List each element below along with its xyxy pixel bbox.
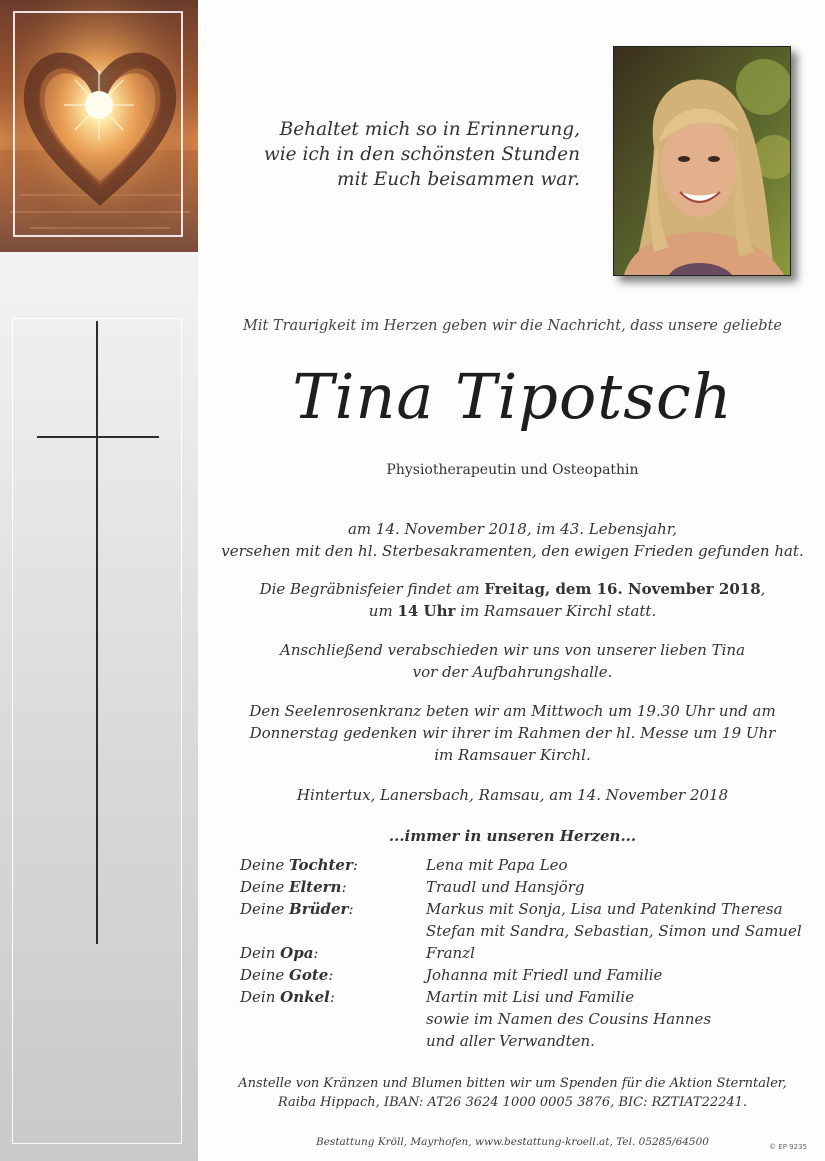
cross-horizontal — [37, 436, 159, 438]
farewell-line: vor der Aufbahrungshalle. — [412, 663, 613, 681]
portrait-woman-icon — [614, 47, 790, 275]
death-line: versehen mit den hl. Sterbesakramenten, den ewigen Frieden gefunden hat. — [221, 542, 804, 560]
deceased-name: Tina Tipotsch — [292, 360, 733, 433]
mourner-row — [240, 1008, 800, 1030]
funeral-prefix: Die Begräbnisfeier findet am — [259, 580, 485, 598]
mourner-names: Franzl — [426, 944, 475, 962]
death-notice — [200, 518, 825, 562]
rosary-line: Donnerstag gedenken wir ihrer im Rahmen der hl. Messe um 19 Uhr — [249, 724, 776, 742]
mourner-row — [240, 942, 800, 964]
funeral-um: um — [368, 602, 398, 620]
mourner-row — [240, 854, 800, 876]
donation-notice — [200, 1074, 825, 1112]
rosary-line: im Ramsauer Kirchl. — [434, 746, 591, 764]
mourner-row — [240, 1030, 800, 1052]
heart-image-frame — [13, 11, 183, 237]
rosary-notice — [200, 700, 825, 766]
mourner-row — [240, 964, 800, 986]
mourner-names: Johanna mit Friedl und Familie — [426, 966, 663, 984]
print-code: © EP 9235 — [769, 1143, 807, 1151]
funeral-line-2 — [200, 600, 825, 622]
mourner-label: Dein Onkel: — [240, 988, 335, 1006]
cross-vertical — [96, 321, 98, 944]
place-date: Hintertux, Lanersbach, Ramsau, am 14. November 2018 — [296, 786, 729, 804]
farewell-notice — [200, 639, 825, 683]
mourner-row — [240, 898, 800, 920]
mourner-names: Markus mit Sonja, Lisa und Patenkind Theresa — [426, 900, 783, 918]
mourner-names: Stefan mit Sandra, Sebastian, Simon und Samuel — [426, 922, 802, 940]
mourner-names: Martin mit Lisi und Familie — [426, 988, 635, 1006]
funeral-line-1 — [200, 578, 825, 600]
mourner-label: Deine Gote: — [240, 966, 334, 984]
mourner-label: Deine Eltern: — [240, 878, 347, 896]
mourners-list — [240, 854, 800, 1052]
mourner-row — [240, 876, 800, 898]
poem-line: wie ich in den schönsten Stunden — [263, 144, 580, 165]
heart-hands-image — [0, 0, 198, 252]
farewell-line: Anschließend verabschieden wir uns von unserer lieben Tina — [279, 641, 746, 659]
profession-text: Physiotherapeutin und Osteopathin — [386, 462, 639, 478]
death-line: am 14. November 2018, im 43. Lebensjahr, — [347, 520, 678, 538]
motto-text: ...immer in unseren Herzen... — [388, 827, 637, 845]
poem-line: mit Euch beisammen war. — [337, 169, 580, 190]
mourner-label: Deine Tochter: — [240, 856, 358, 874]
poem-line: Behaltet mich so in Erinnerung, — [279, 119, 580, 140]
mourner-row — [240, 986, 800, 1008]
donation-line: Raiba Hippach, IBAN: AT26 3624 1000 0005 3876, BIC: RZTIAT22241. — [277, 1095, 748, 1110]
funeral-notice — [200, 578, 825, 622]
funeral-suffix: im Ramsauer Kirchl statt. — [455, 602, 657, 620]
funeral-home-footer: Bestattung Kröll, Mayrhofen, www.bestattung-kroell.at, Tel. 05285/64500 — [316, 1136, 709, 1148]
mourner-names: sowie im Namen des Cousins Hannes — [426, 1010, 712, 1028]
mourner-names: und aller Verwandten. — [426, 1032, 595, 1050]
donation-line: Anstelle von Kränzen und Blumen bitten wir um Spenden für die Aktion Sterntaler, — [238, 1076, 787, 1091]
funeral-date: Freitag, dem 16. November 2018 — [484, 580, 761, 598]
mourner-label: Dein Opa: — [240, 944, 319, 962]
mourner-row — [240, 920, 800, 942]
intro-text: Mit Traurigkeit im Herzen geben wir die Nachricht, dass unsere geliebte — [242, 318, 782, 334]
mourner-names: Traudl und Hansjörg — [426, 878, 585, 896]
memorial-poem — [260, 117, 580, 192]
portrait-photo — [613, 46, 791, 276]
rosary-line: Den Seelenrosenkranz beten wir am Mittwoch um 19.30 Uhr und am — [249, 702, 776, 720]
funeral-comma: , — [760, 580, 766, 598]
mourner-names: Lena mit Papa Leo — [426, 856, 568, 874]
mourner-label: Deine Brüder: — [240, 900, 354, 918]
funeral-time: 14 Uhr — [397, 602, 456, 620]
